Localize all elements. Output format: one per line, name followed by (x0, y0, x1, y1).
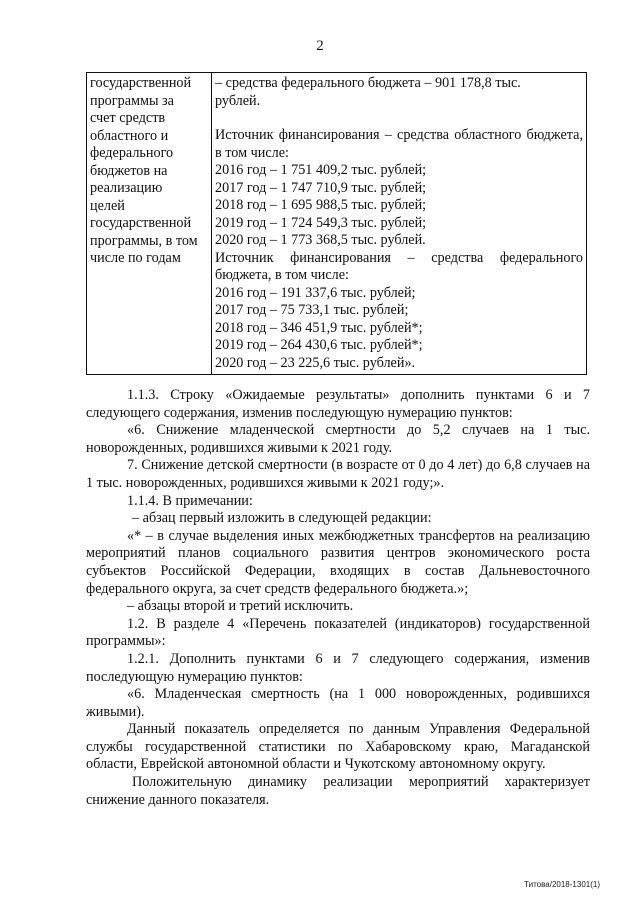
table-right-cell (212, 73, 587, 375)
federal-year-line: 2017 год – 75 733,1 тыс. рублей; (215, 302, 409, 318)
federal-total-line: рублей. (215, 92, 261, 109)
page-number: 2 (316, 38, 324, 54)
paragraph: 1.2.1. Дополнить пунктами 6 и 7 следующего содержания, изменив последующую нумерацию пунктов: (86, 650, 590, 685)
paragraph: 1.2. В разделе 4 «Перечень показателей (индикаторов) государственной программы»: (86, 615, 590, 650)
left-line: бюджетов на (90, 162, 168, 179)
paragraph: Положительную динамику реализации мероприятий характеризует снижение данного показателя. (86, 774, 590, 808)
federal-year-line: 2018 год – 346 451,9 тыс. рублей*; (215, 319, 423, 336)
federal-year-line: 2020 год – 23 225,6 тыс. рублей». (215, 354, 416, 371)
left-line: числе по годам (90, 250, 181, 266)
program-funding-table (86, 72, 587, 375)
regional-year-line: 2016 год – 1 751 409,2 тыс. рублей; (215, 162, 427, 178)
left-line: программы за (90, 92, 174, 109)
regional-year-line: 2017 год – 1 747 710,9 тыс. рублей; (215, 179, 427, 196)
paragraph: 7. Снижение детской смертности (в возрасте от 0 до 4 лет) до 6,8 случаев на 1 тыс. новорожденных, родившихся живыми к 2021 году;». (86, 457, 590, 491)
table-row (87, 73, 587, 375)
regional-year-line: 2019 год – 1 724 549,3 тыс. рублей; (215, 214, 427, 231)
regional-year-line: 2018 год – 1 695 988,5 тыс. рублей; (215, 197, 427, 213)
paragraph: «6. Младенческая смертность (на 1 000 новорожденных, родившихся живыми). (86, 686, 590, 720)
left-line: реализацию (90, 180, 163, 196)
left-line: целей (90, 197, 125, 214)
federal-source-header: Источник финансирования – средства федерального бюджета, в том числе: (215, 249, 583, 283)
left-line: программы, в том (90, 232, 198, 249)
left-line: федерального (90, 145, 174, 161)
paragraph: 1.1.3. Строку «Ожидаемые результаты» дополнить пунктами 6 и 7 следующего содержания, изменив последующую нумерацию пунктов: (86, 387, 590, 421)
document-body (86, 387, 590, 809)
regional-year-line: 2020 год – 1 773 368,5 тыс. рублей. (215, 232, 426, 248)
paragraph: – абзац первый изложить в следующей редакции: (132, 510, 432, 527)
left-line: государственной (90, 215, 192, 231)
table-left-cell (87, 73, 212, 375)
federal-year-line: 2016 год – 191 337,6 тыс. рублей; (215, 284, 416, 301)
paragraph: – абзацы второй и третий исключить. (127, 598, 354, 615)
federal-total-line: – средства федерального бюджета – 901 178,8 тыс. (215, 75, 521, 91)
federal-year-line: 2019 год – 264 430,6 тыс. рублей*; (215, 337, 423, 353)
left-line: областного и (90, 127, 169, 144)
paragraph: «* – в случае выделения иных межбюджетных трансфертов на реализацию мероприятий планов социального развития центров экономического роста субъектов Российской Федерации, входящих в состав Дальневосточного федерального округа, за счет средств федерального бюджета.»; (86, 527, 590, 597)
left-line: счет средств (90, 110, 166, 126)
paragraph: Данный показатель определяется по данным Управления Федеральной службы государственной статистики по Хабаровскому краю, Магаданской области, Еврейской автономной области и Чукотскому автономному округу. (86, 721, 590, 773)
paragraph: 1.1.4. В примечании: (127, 492, 253, 509)
footer-document-code: Титова/2018-1301(1) (524, 880, 600, 889)
regional-source-header: Источник финансирования – средства областного бюджета, в том числе: (215, 127, 583, 161)
left-line: государственной (90, 75, 192, 91)
paragraph: «6. Снижение младенческой смертности до 5,2 случаев на 1 тыс. новорожденных, родившихся живыми к 2021 году. (86, 422, 590, 456)
